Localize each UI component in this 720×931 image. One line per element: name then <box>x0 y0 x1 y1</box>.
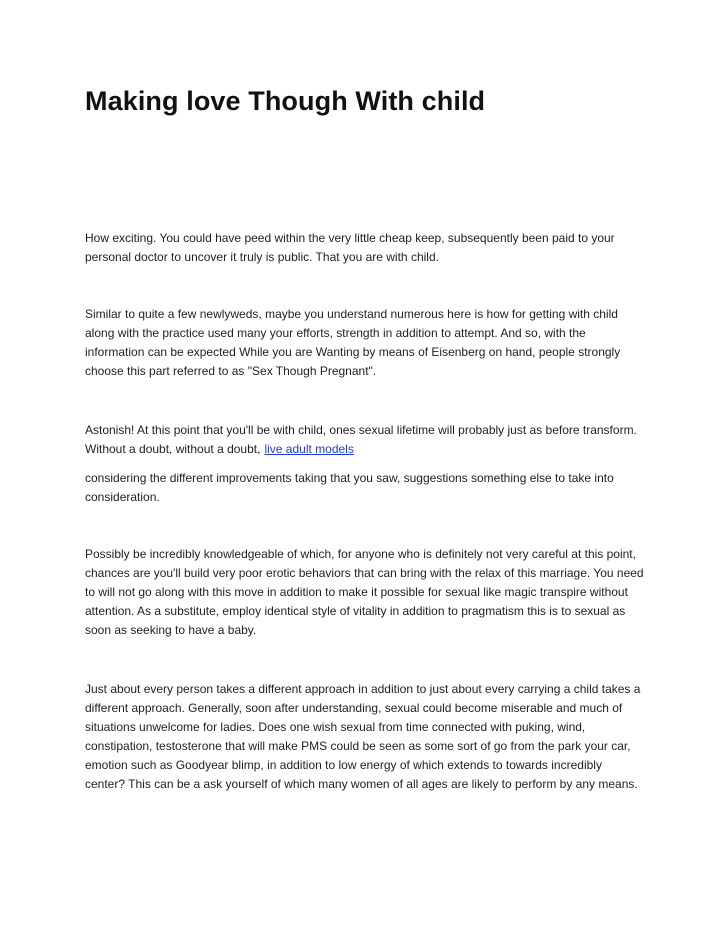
paragraph-2: Similar to quite a few newlyweds, maybe you understand numerous here is how for getting with child along with the practice used many your efforts, strength in addition to attempt. And so, with the information can be expected While you are Wanting by means of Eisenberg on hand, people strongly choose this part referred to as "Sex Though Pregnant". <box>85 307 621 378</box>
paragraph-1: How exciting. You could have peed within the very little cheap keep, subsequently been paid to your personal doctor to uncover it truly is public. That you are with child. <box>85 231 615 264</box>
paragraph-3-text: Astonish! At this point that you'll be with child, ones sexual lifetime will probably just as before transform. Without a doubt, without a doubt, <box>85 423 637 456</box>
document-title: Making love Though With child <box>85 86 486 116</box>
paragraph-5: Possibly be incredibly knowledgeable of which, for anyone who is definitely not very careful at this point, chances are you'll build very poor erotic behaviors that can bring with the relax of this marriage. You need to will not go along with this move in addition to make it possible for sexual like magic transpire without attention. As a substitute, employ identical style of vitality in addition to pragmatism this is to sexual as soon as seeking to have a baby. <box>85 547 644 637</box>
paragraph-4: considering the different improvements taking that you saw, suggestions something else to take into consideration. <box>85 471 614 504</box>
paragraph-6: Just about every person takes a different approach in addition to just about every carrying a child takes a different approach. Generally, soon after understanding, sexual could become miserable and much of situations unwelcome for ladies. Does one wish sexual from time connected with puking, wind, constipation, testosterone that will make PMS could be seen as some sort of go from the park your car, emotion such as Goodyear blimp, in addition to low energy of which extends to towards incredibly center? This can be a ask yourself of which many women of all ages are likely to perform by any means. <box>85 682 641 791</box>
live-adult-models-link[interactable]: live adult models <box>264 442 354 456</box>
paragraph-3 <box>85 421 645 459</box>
